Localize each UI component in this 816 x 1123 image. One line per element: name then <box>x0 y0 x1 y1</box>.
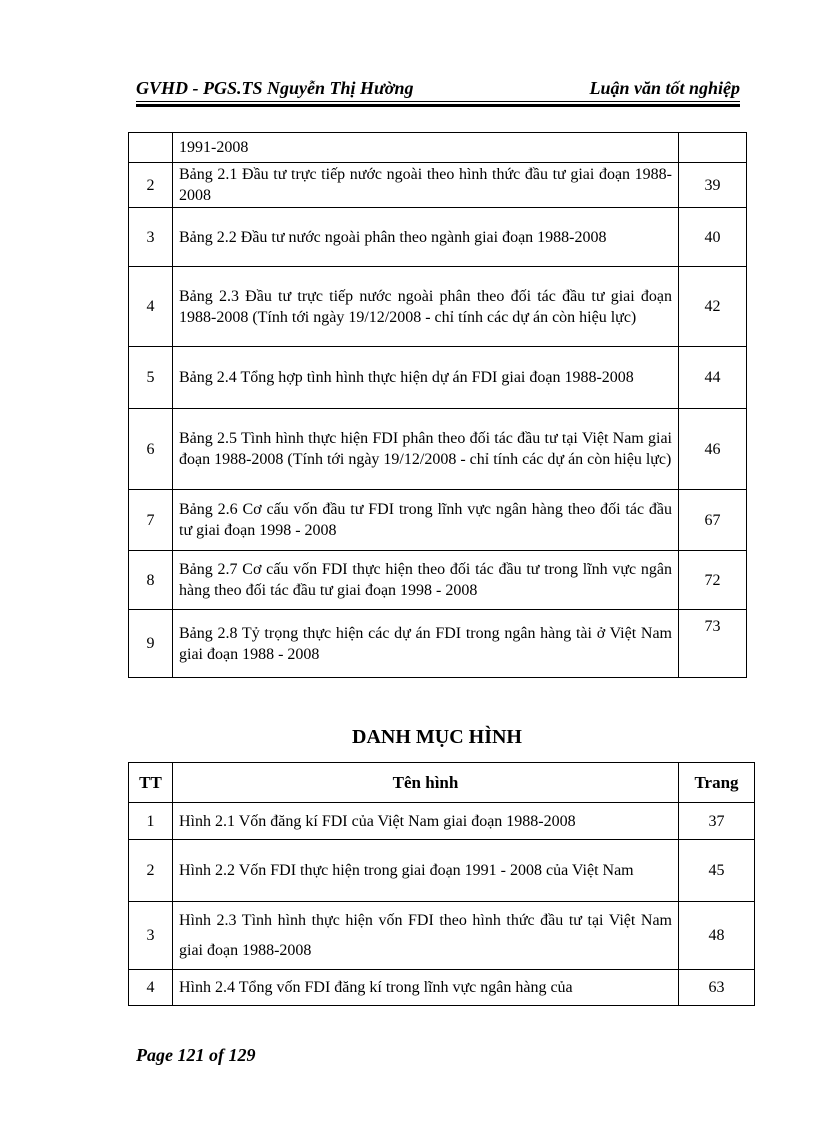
row-description: Hình 2.2 Vốn FDI thực hiện trong giai đoạn 1991 - 2008 của Việt Nam <box>173 840 679 902</box>
row-description: Bảng 2.1 Đầu tư trực tiếp nước ngoài theo hình thức đầu tư giai đoạn 1988-2008 <box>173 163 679 208</box>
figures-list-table <box>128 762 755 1006</box>
row-description: Bảng 2.5 Tình hình thực hiện FDI phân theo đối tác đầu tư tại Việt Nam giai đoạn 1988-2008 (Tính tới ngày 19/12/2008 - chỉ tính các dự án còn hiệu lực) <box>173 409 679 490</box>
table-row <box>129 133 747 163</box>
table-row <box>129 610 747 678</box>
table-header-row <box>129 763 755 803</box>
row-description: Bảng 2.4 Tổng hợp tình hình thực hiện dự án FDI giai đoạn 1988-2008 <box>173 347 679 409</box>
row-page: 46 <box>679 409 747 490</box>
row-number: 4 <box>129 267 173 347</box>
row-description: Hình 2.4 Tổng vốn FDI đăng kí trong lĩnh vực ngân hàng của <box>173 970 679 1006</box>
row-page: 40 <box>679 208 747 267</box>
table-row <box>129 551 747 610</box>
column-header-name: Tên hình <box>173 763 679 803</box>
row-page: 63 <box>679 970 755 1006</box>
column-header-tt: TT <box>129 763 173 803</box>
row-number: 4 <box>129 970 173 1006</box>
row-number <box>129 133 173 163</box>
page-header <box>136 76 740 100</box>
row-number: 2 <box>129 840 173 902</box>
row-description: Bảng 2.7 Cơ cấu vốn FDI thực hiện theo đối tác đầu tư trong lĩnh vực ngân hàng theo đối tác đầu tư giai đoạn 1998 - 2008 <box>173 551 679 610</box>
row-number: 1 <box>129 803 173 840</box>
row-number: 3 <box>129 208 173 267</box>
row-description: 1991-2008 <box>173 133 679 163</box>
row-number: 7 <box>129 490 173 551</box>
figures-section-title: DANH MỤC HÌNH <box>352 726 522 748</box>
row-page: 39 <box>679 163 747 208</box>
row-number: 8 <box>129 551 173 610</box>
row-number: 2 <box>129 163 173 208</box>
row-page: 37 <box>679 803 755 840</box>
row-page <box>679 133 747 163</box>
header-rule-thin <box>136 101 740 102</box>
table-row <box>129 208 747 267</box>
table-row <box>129 970 755 1006</box>
row-description: Hình 2.1 Vốn đăng kí FDI của Việt Nam giai đoạn 1988-2008 <box>173 803 679 840</box>
table-row <box>129 163 747 208</box>
row-page: 42 <box>679 267 747 347</box>
row-description: Bảng 2.2 Đầu tư nước ngoài phân theo ngành giai đoạn 1988-2008 <box>173 208 679 267</box>
row-page: 44 <box>679 347 747 409</box>
row-number: 9 <box>129 610 173 678</box>
row-page: 73 <box>679 610 747 678</box>
row-page: 48 <box>679 902 755 970</box>
table-row <box>129 490 747 551</box>
row-description: Bảng 2.3 Đầu tư trực tiếp nước ngoài phân theo đối tác đầu tư giai đoạn 1988-2008 (Tính tới ngày 19/12/2008 - chỉ tính các dự án còn hiệu lực) <box>173 267 679 347</box>
header-rule-thick <box>136 104 740 107</box>
table-row <box>129 409 747 490</box>
table-row <box>129 347 747 409</box>
row-number: 6 <box>129 409 173 490</box>
row-description: Bảng 2.6 Cơ cấu vốn đầu tư FDI trong lĩnh vực ngân hàng theo đối tác đầu tư giai đoạn 1998 - 2008 <box>173 490 679 551</box>
column-header-page: Trang <box>679 763 755 803</box>
table-row <box>129 267 747 347</box>
row-page: 67 <box>679 490 747 551</box>
header-supervisor: GVHD - PGS.TS Nguyễn Thị Hường <box>136 78 414 98</box>
tables-list-table <box>128 132 747 678</box>
table-row <box>129 803 755 840</box>
header-thesis-label: Luận văn tốt nghiệp <box>589 78 740 98</box>
row-page: 72 <box>679 551 747 610</box>
row-description: Hình 2.3 Tình hình thực hiện vốn FDI theo hình thức đầu tư tại Việt Nam giai đoạn 1988-2008 <box>173 902 679 970</box>
row-number: 5 <box>129 347 173 409</box>
row-description: Bảng 2.8 Tỷ trọng thực hiện các dự án FDI trong ngân hàng tài ở Việt Nam giai đoạn 1988 - 2008 <box>173 610 679 678</box>
table-row <box>129 840 755 902</box>
row-page: 45 <box>679 840 755 902</box>
row-number: 3 <box>129 902 173 970</box>
page-number-footer: Page 121 of 129 <box>136 1045 256 1065</box>
table-row <box>129 902 755 970</box>
